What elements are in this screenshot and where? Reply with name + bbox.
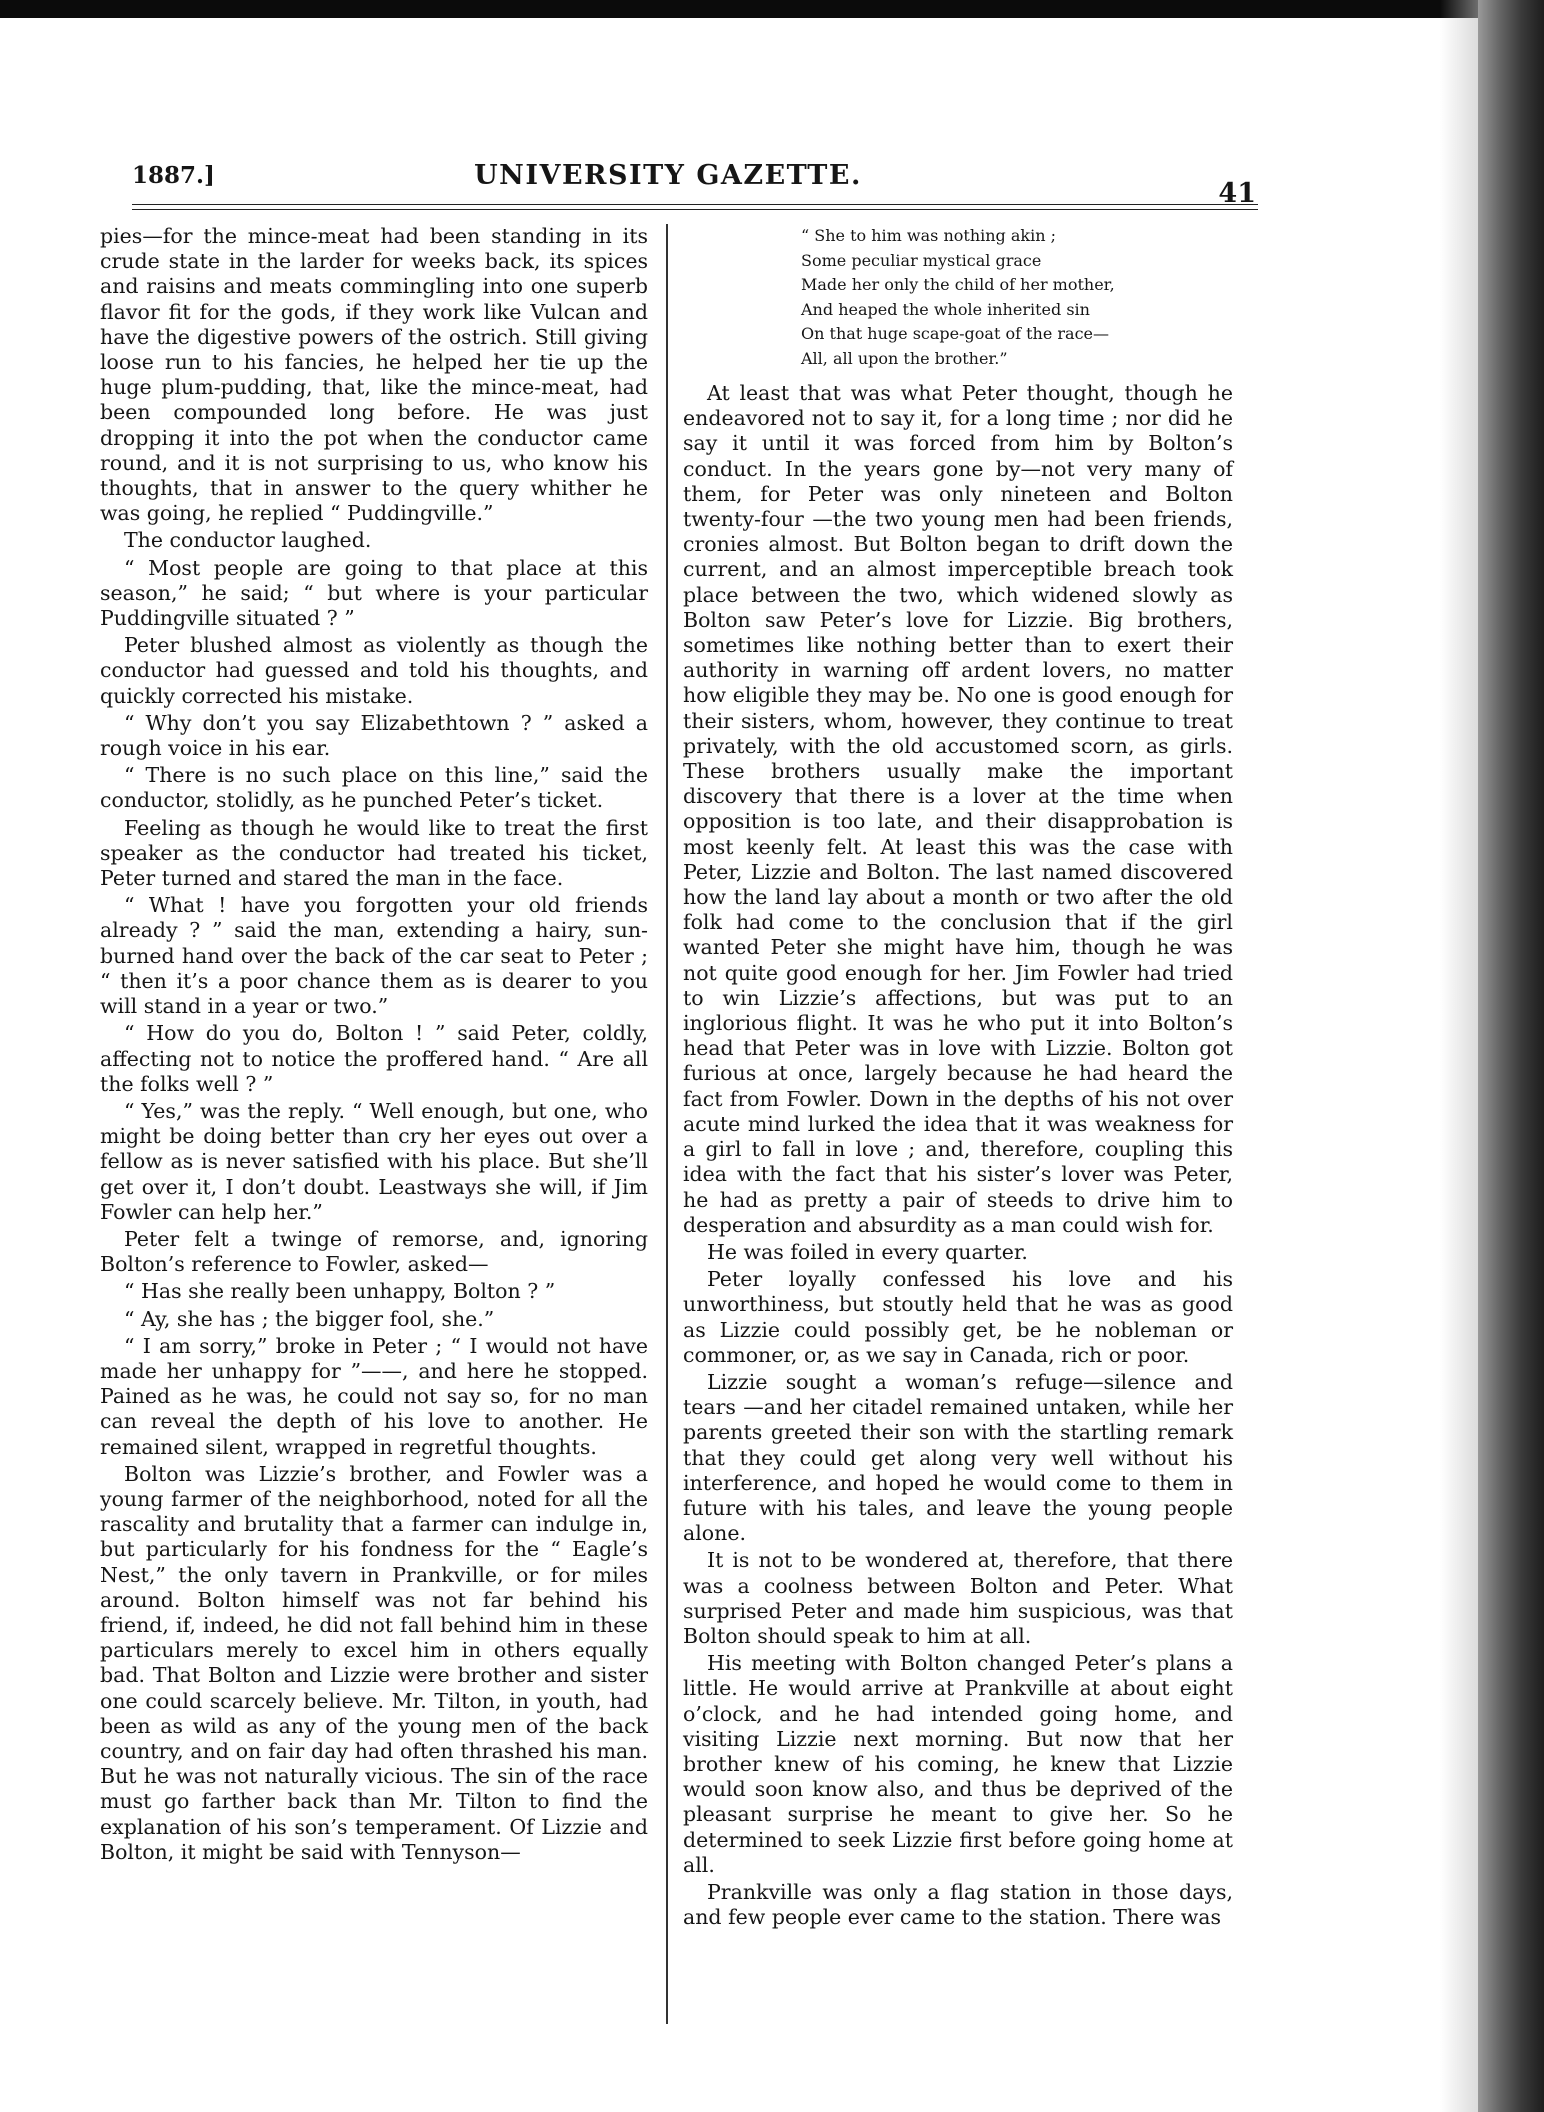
paragraph: “ What ! have you forgotten your old friends already ? ” said the man, extending a hairy, sun-burned hand over the back of the car seat to Peter ; “ then it’s a poor chance them as is dearer to you will stand in a year or two.” — [100, 893, 648, 1019]
gazette-page — [92, 152, 1256, 2082]
paragraph: Peter blushed almost as violently as though the conductor had guessed and told his thoughts, and quickly corrected his mistake. — [100, 633, 648, 708]
paragraph: Prankville was only a flag station in those days, and few people ever came to the station. There was — [683, 1879, 1233, 1930]
paragraph: “ Ay, she has ; the bigger fool, she.” — [124, 1306, 495, 1331]
paragraph: Bolton was Lizzie’s brother, and Fowler was a young farmer of the neighborhood, noted for all the rascality and brutality that a farmer can indulge in, but particularly for his fondness for the “ Eagle’s Nest,” the only tavern in Prankville, or for miles around. Bolton himself was not far behind his friend, if, indeed, he did not fall behind him in these particulars merely to excel him in others equally bad. That Bolton and Lizzie were brother and sister one could scarcely believe. Mr. Tilton, in youth, had been as wild as any of the young men of the back country, and on fair day had often thrashed his man. But he was not naturally vicious. The sin of the race must go farther back than Mr. Tilton to find the explanation of his son’s temperament. Of Lizzie and Bolton, it might be said with Tennyson— — [100, 1461, 648, 1864]
poem-line: And heaped the whole inherited sin — [801, 299, 1090, 319]
poem-line: All, all upon the brother.” — [801, 348, 1008, 368]
scan-top-edge — [0, 0, 1544, 18]
paragraph: “ Why don’t you say Elizabethtown ? ” asked a rough voice in his ear. — [100, 710, 648, 761]
paragraph: Peter loyally confessed his love and his unworthiness, but stoutly held that he was as good as Lizzie could possibly get, be he nobleman or commoner, or, as we say in Canada, rich or poor. — [683, 1267, 1233, 1367]
poem-quote — [801, 224, 1233, 371]
paragraph: pies—for the mince-meat had been standing in its crude state in the larder for weeks back, its spices and raisins and meats commingling into one superb flavor fit for the gods, if they work like Vulcan and have the digestive powers of the ostrich. Still giving loose run to his fancies, he helped her tie up the huge plum-pudding, that, like the mince-meat, had been compounded long before. He was just dropping it into the pot when the conductor came round, and it is not surprising to us, who know his thoughts, that in answer to the query whither he was going, he replied “ Puddingville.” — [100, 224, 648, 526]
book-spine-edge — [1478, 0, 1544, 2112]
poem-line: On that huge scape-goat of the race— — [801, 324, 1110, 343]
running-header — [92, 152, 1256, 209]
page-gutter-shadow — [1440, 0, 1478, 2112]
paragraph: Lizzie sought a woman’s refuge—silence and tears —and her citadel remained untaken, while her parents greeted their son with the startling remark that they could get along very well without his interference, and hoped he would come to them in future with his tales, and leave the young people alone. — [683, 1369, 1233, 1546]
paragraph: Peter felt a twinge of remorse, and, ignoring Bolton’s reference to Fowler, asked— — [100, 1226, 648, 1277]
poem-line: Made her only the child of her mother, — [801, 275, 1115, 294]
paragraph: “ Most people are going to that place at this season,” he said; “ but where is your particular Puddingville situated ? ” — [100, 555, 648, 631]
header-title: UNIVERSITY GAZETTE. — [474, 160, 862, 191]
paragraph: “ There is no such place on this line,” said the conductor, stolidly, as he punched Peter’s ticket. — [100, 763, 648, 813]
header-rule — [132, 204, 1258, 210]
paragraph: Feeling as though he would like to treat the first speaker as the conductor had treated his ticket, Peter turned and stared the man in the face. — [100, 815, 648, 891]
paragraph: He was foiled in every quarter. — [707, 1239, 1028, 1264]
right-column — [683, 224, 1233, 1932]
paragraph: “ Yes,” was the reply. “ Well enough, but one, who might be doing better than cry her eyes out over a fellow as is never satisfied with his place. But she’ll get over it, I don’t doubt. Leastways she will, if Jim Fowler can help her.” — [100, 1098, 648, 1224]
page-number: 41 — [1218, 178, 1256, 209]
paragraph: It is not to be wondered at, therefore, that there was a coolness between Bolton and Peter. What surprised Peter and made him suspicious, was that Bolton should speak to him at all. — [683, 1548, 1233, 1648]
paragraph: His meeting with Bolton changed Peter’s plans a little. He would arrive at Prankville at about eight o’clock, and he had intended going home, and visiting Lizzie next morning. But now that her brother knew of his coming, he knew that Lizzie would soon know also, and thus be deprived of the pleasant surprise he meant to give her. So he determined to seek Lizzie first before going home at all. — [683, 1651, 1233, 1877]
paragraph: At least that was what Peter thought, though he endeavored not to say it, for a long time ; nor did he say it until it was forced from him by Bolton’s conduct. In the years gone by—not very many of them, for Peter was only nineteen and Bolton twenty-four —the two young men had been friends, cronies almost. But Bolton began to drift down the current, and an almost imperceptible breach took place between the two, which widened slowly as Bolton saw Peter’s love for Lizzie. Big brothers, sometimes like nothing better than to exert their authority in warning off ardent lovers, no matter how eligible they may be. No one is good enough for their sisters, whom, however, they continue to treat privately, with the old accustomed scorn, as girls. These brothers usually make the important discovery that there is a lover at the time when opposition is too late, and their disapprobation is most keenly felt. At least this was the case with Peter, Lizzie and Bolton. The last named discovered how the land lay about a month or two after the old folk had come to the conclusion that if the girl wanted Peter she might have him, though he was not quite good enough for her. Jim Fowler had tried to win Lizzie’s affections, but was put to an inglorious flight. It was he who put it into Bolton’s head that Peter was in love with Lizzie. Bolton got furious at once, largely because he had heard the fact from Fowler. Down in the depths of his not over acute mind lurked the idea that it was weakness for a girl to fall in love ; and, therefore, coupling this idea with the fact that his sister’s lover was Peter, he had as pretty a pair of steeds to drive him to desperation and absurdity as a man could wish for. — [683, 381, 1233, 1237]
paragraph: The conductor laughed. — [124, 528, 372, 553]
left-column — [100, 224, 648, 1867]
paragraph: “ Has she really been unhappy, Bolton ? ” — [124, 1279, 556, 1304]
poem-line: Some peculiar mystical grace — [801, 250, 1042, 270]
paragraph: “ I am sorry,” broke in Peter ; “ I would not have made her unhappy for ”——, and here he stopped. Pained as he was, he could not say so, for no man can reveal the depth of his love to another. He remained silent, wrapped in regretful thoughts. — [100, 1333, 648, 1459]
column-divider — [666, 224, 668, 2024]
header-year: 1887.] — [132, 162, 215, 189]
poem-line: “ She to him was nothing akin ; — [801, 226, 1056, 245]
paragraph: “ How do you do, Bolton ! ” said Peter, coldly, affecting not to notice the proffered hand. “ Are all the folks well ? ” — [100, 1021, 648, 1096]
